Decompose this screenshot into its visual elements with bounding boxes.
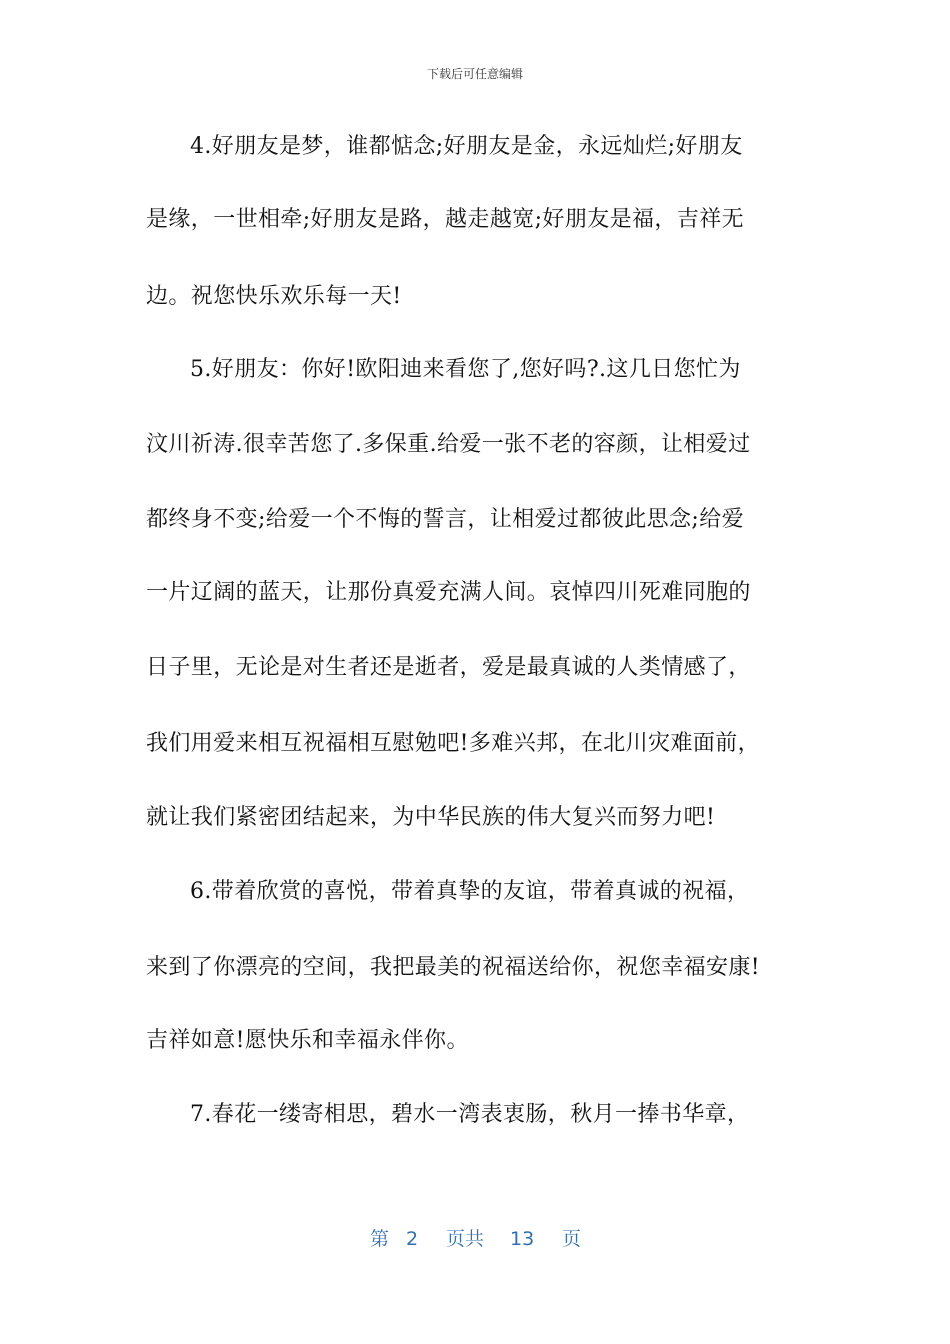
text-line: 来到了你漂亮的空间，我把最美的祝福送给你，祝您幸福安康!	[146, 955, 761, 980]
total-label-prefix: 页共	[446, 1228, 485, 1250]
text-line: 日子里，无论是对生者还是逝者，爱是最真诚的人类情感了，	[146, 655, 751, 680]
page-header: 下载后可任意编辑	[426, 67, 523, 81]
text-line: 汶川祈涛.很幸苦您了.多保重.给爱一张不老的容颜，让相爱过	[146, 432, 751, 457]
text-line: 边。祝您快乐欢乐每一天!	[146, 284, 402, 309]
text-line: 5.好朋友：你好!欧阳迪来看您了,您好吗?.这几日您忙为	[190, 357, 741, 382]
text-line: 吉祥如意!愿快乐和幸福永伴你。	[146, 1028, 469, 1053]
page-label-suffix: 页	[562, 1228, 582, 1250]
text-line: 一片辽阔的蓝天，让那份真爱充满人间。哀悼四川死难同胞的	[146, 580, 751, 605]
page-footer	[0, 1226, 950, 1252]
page-label-prefix: 第	[370, 1228, 390, 1250]
text-line: 我们用爱来相互祝福相互慰勉吧!多难兴邦，在北川灾难面前，	[146, 731, 761, 756]
current-page-number: 2	[406, 1228, 419, 1250]
text-line: 7.春花一缕寄相思，碧水一湾表衷肠，秋月一捧书华章，	[190, 1102, 750, 1127]
text-line: 6.带着欣赏的喜悦，带着真挚的友谊，带着真诚的祝福，	[190, 879, 750, 904]
text-line: 就让我们紧密团结起来，为中华民族的伟大复兴而努力吧!	[146, 805, 716, 830]
text-line: 是缘，一世相牵;好朋友是路，越走越宽;好朋友是福，吉祥无	[146, 207, 745, 232]
text-line: 4.好朋友是梦，谁都惦念;好朋友是金，永远灿烂;好朋友	[190, 134, 743, 159]
total-pages-number: 13	[510, 1228, 535, 1250]
text-line: 都终身不变;给爱一个不悔的誓言，让相爱过都彼此思念;给爱	[146, 507, 745, 532]
